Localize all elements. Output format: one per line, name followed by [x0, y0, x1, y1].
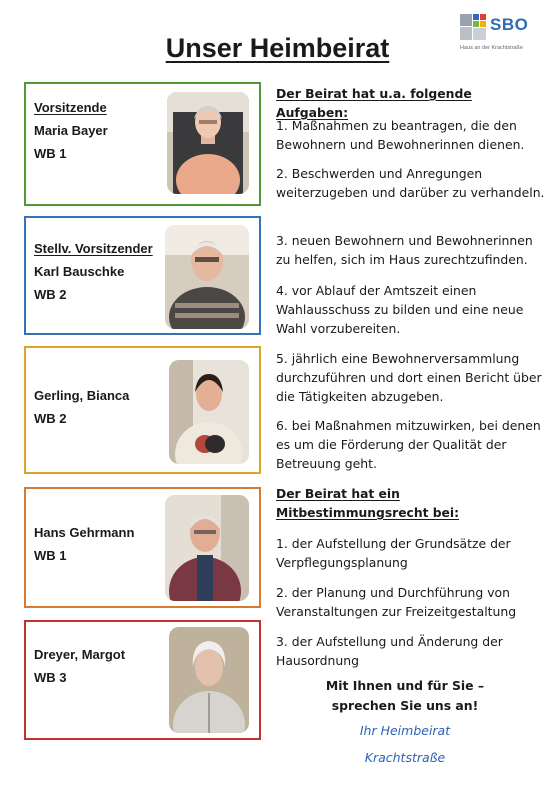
member-unit: WB 1 — [34, 146, 67, 161]
member-card-gerling — [24, 346, 261, 474]
member-photo — [169, 627, 249, 733]
page-title: Unser Heimbeirat — [165, 33, 390, 63]
codetermination-item: 1. der Aufstellung der Grundsätze der Verpflegungsplanung — [276, 536, 511, 570]
member-photo — [165, 225, 249, 329]
member-card-gehrmann — [24, 487, 261, 608]
member-photo — [167, 92, 249, 194]
closing-line: Mit Ihnen und für Sie – — [325, 678, 485, 693]
closing-message — [276, 676, 534, 716]
closing-line: sprechen Sie uns an! — [331, 698, 479, 713]
member-role: Vorsitzende — [34, 100, 107, 115]
logo-text: SBO — [490, 15, 529, 34]
codetermination-heading: Der Beirat hat ein Mitbestimmungsrecht bei: — [276, 487, 460, 520]
member-name: Karl Bauschke — [34, 264, 125, 279]
task-item: 3. neuen Bewohnern und Bewohnerinnen zu helfen, sich im Haus zurechtzufinden. — [276, 233, 533, 267]
task-item: 6. bei Maßnahmen mitzuwirken, bei denen es um die Förderung der Qualität der Betreuung geht. — [276, 418, 541, 471]
member-card-chair — [24, 82, 261, 206]
codetermination-item: 2. der Planung und Durchführung von Veranstaltungen zur Freizeitgestaltung — [276, 585, 517, 619]
member-unit: WB 1 — [34, 548, 67, 563]
task-item: 5. jährlich eine Bewohnerversammlung durchzuführen und dort einen Bericht über die Tätigkeiten abzugeben. — [276, 351, 542, 404]
member-role: Stellv. Vorsitzender — [34, 241, 153, 256]
member-name: Dreyer, Margot — [34, 647, 126, 662]
task-item: 2. Beschwerden und Anregungen weiterzugeben und darüber zu verhandeln. — [276, 166, 545, 200]
member-name: Maria Bayer — [34, 123, 108, 138]
signature-line-2: Krachtstraße — [364, 750, 446, 765]
member-unit: WB 2 — [34, 287, 67, 302]
task-item: 1. Maßnahmen zu beantragen, die den Bewohnern und Bewohnerinnen dienen. — [276, 118, 525, 152]
member-unit: WB 2 — [34, 411, 67, 426]
task-item: 4. vor Ablauf der Amtszeit einen Wahlausschuss zu bilden und eine neue Wahl vorzubereiten. — [276, 283, 524, 336]
signature-line-1: Ihr Heimbeirat — [359, 723, 451, 738]
member-name: Gerling, Bianca — [34, 388, 130, 403]
member-unit: WB 3 — [34, 670, 67, 685]
codetermination-item: 3. der Aufstellung und Änderung der Hausordnung — [276, 634, 503, 668]
member-photo — [169, 360, 249, 464]
member-photo — [165, 495, 249, 601]
tasks-heading: Der Beirat hat u.a. folgende Aufgaben: — [276, 86, 472, 120]
member-card-dreyer — [24, 620, 261, 740]
member-card-vice-chair — [24, 216, 261, 335]
member-name: Hans Gehrmann — [34, 525, 135, 540]
logo-subtitle: Haus an der Krachtstraße — [460, 45, 523, 51]
